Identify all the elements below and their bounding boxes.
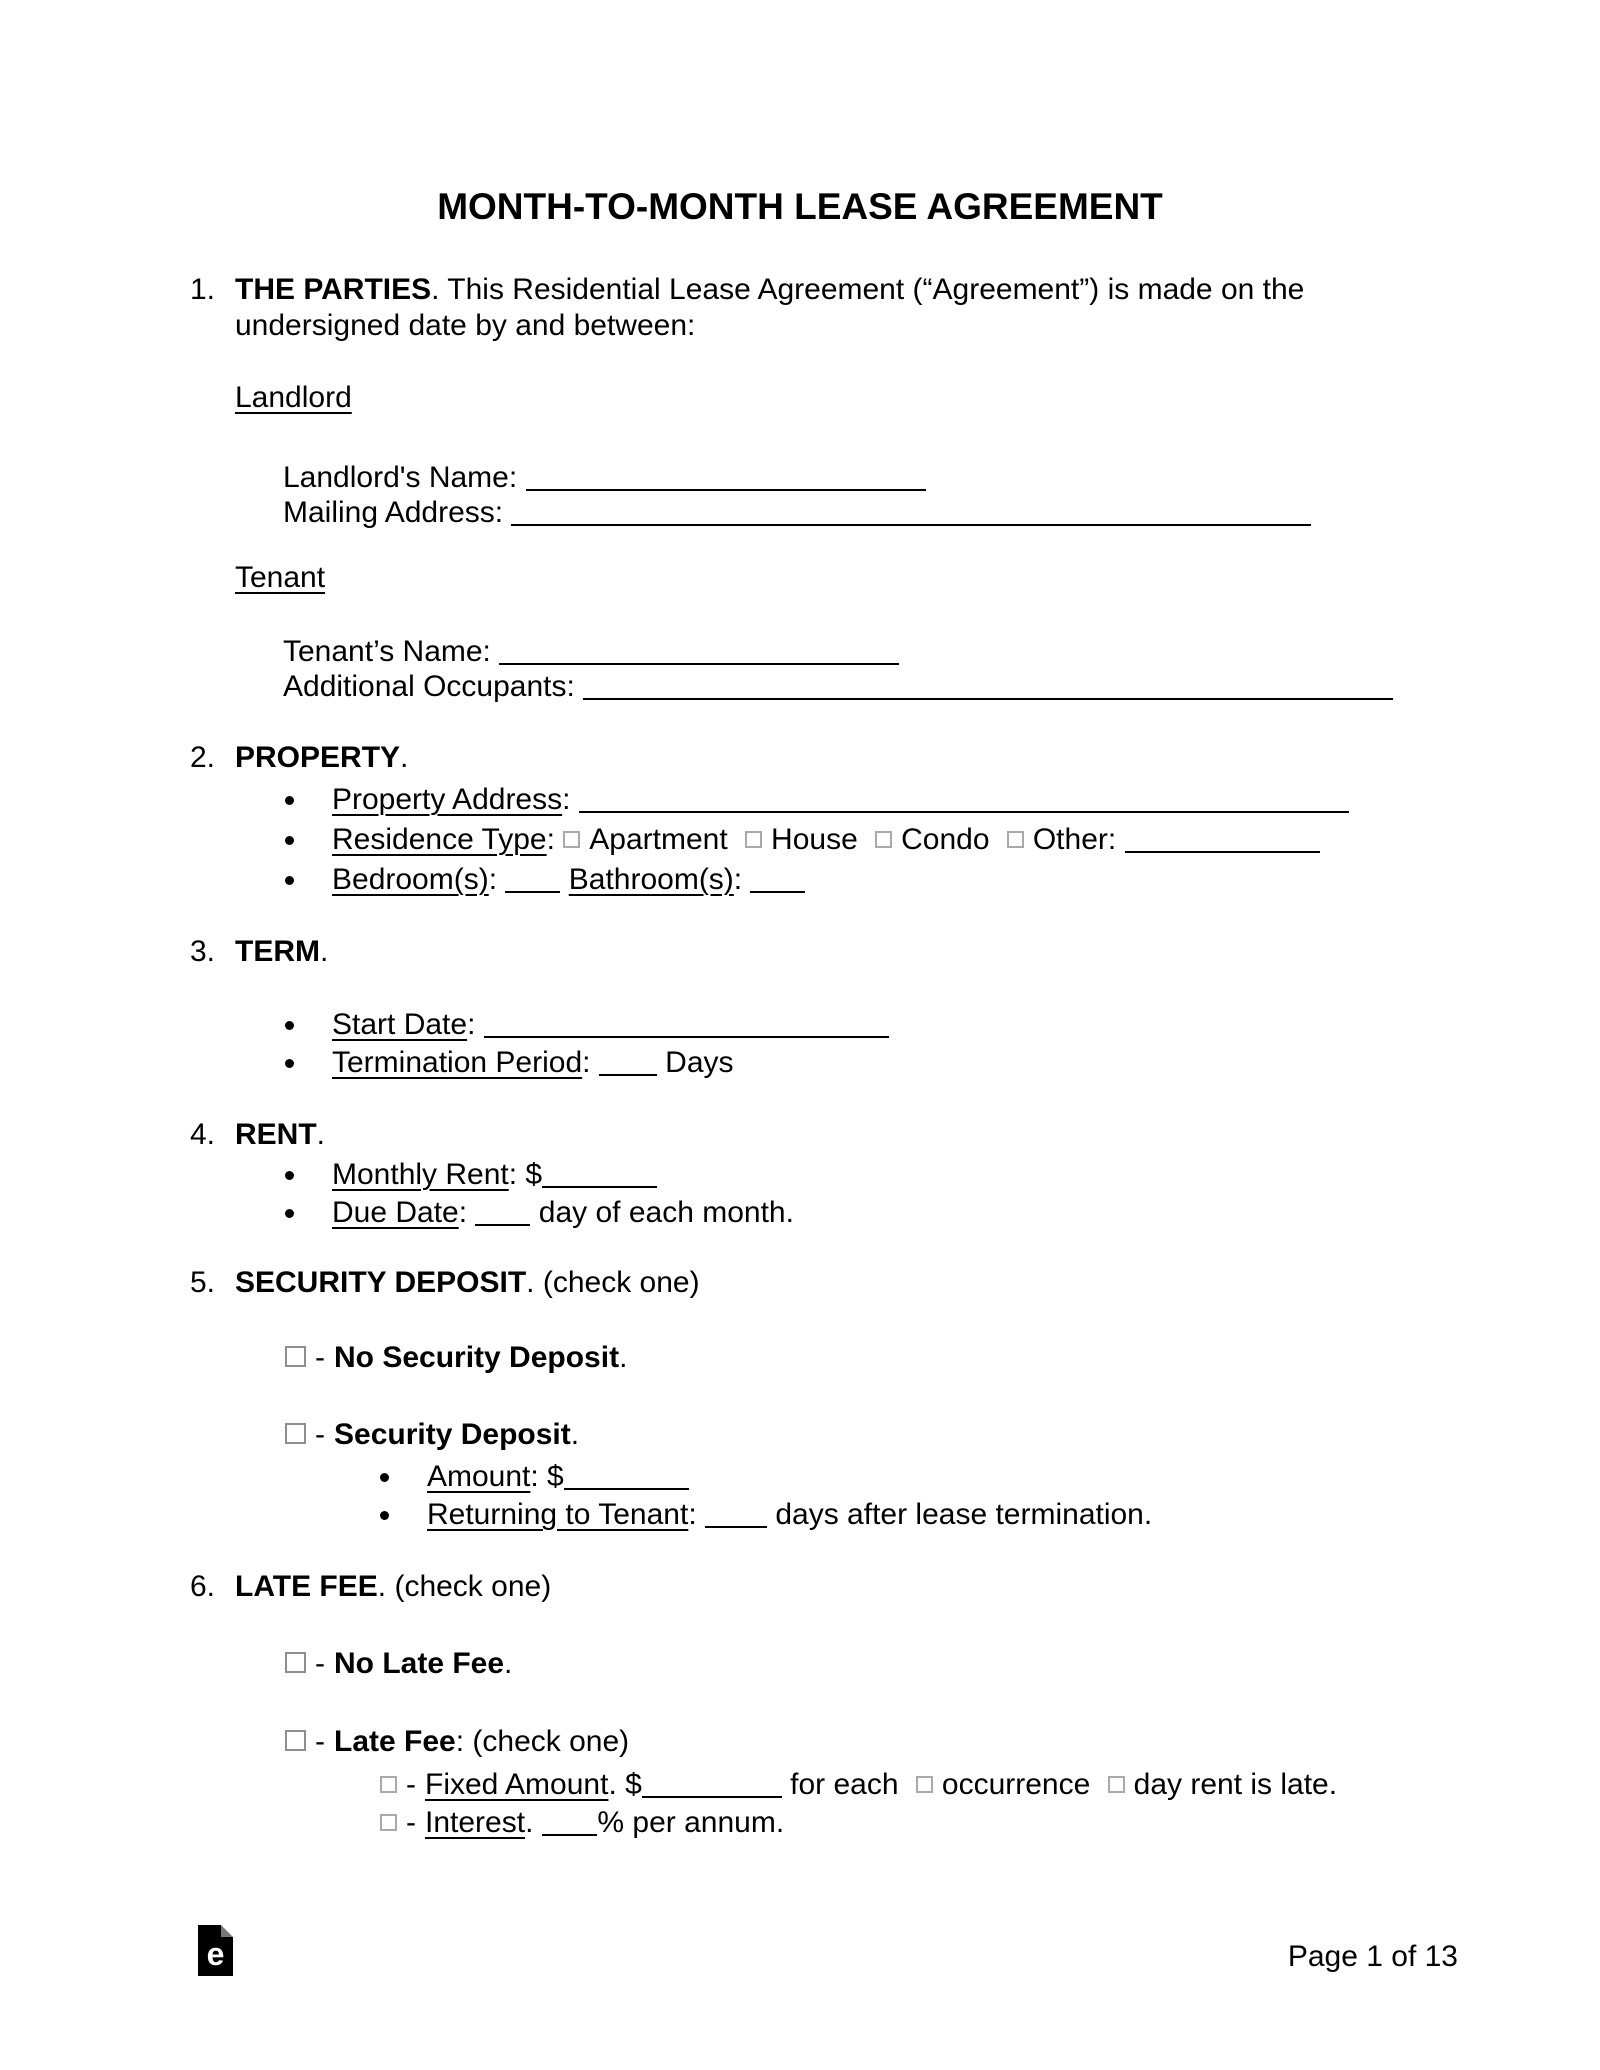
interest-row (380, 1805, 784, 1841)
landlord-name-label: Landlord's Name: (283, 461, 518, 494)
section-rent-header (190, 1117, 326, 1153)
returning-to-tenant-row (380, 1497, 1152, 1533)
section-security-deposit-header (190, 1265, 700, 1301)
section-late-fee-number: 6. (190, 1570, 216, 1603)
section-security-deposit-heading: SECURITY DEPOSIT (235, 1266, 527, 1299)
late-fee-checkbox[interactable] (285, 1730, 306, 1751)
bullet-icon (285, 1171, 294, 1180)
section-parties (190, 272, 1420, 344)
section-parties-text-line2: undersigned date by and between: (235, 309, 696, 342)
due-date-row (285, 1195, 794, 1231)
deposit-amount-label: Amount (427, 1460, 531, 1493)
dash: - (406, 1768, 416, 1801)
no-late-fee-period: . (504, 1647, 513, 1680)
due-date-label: Due Date (332, 1196, 459, 1229)
fixed-amount-checkbox[interactable] (380, 1776, 397, 1793)
document-title: MONTH-TO-MONTH LEASE AGREEMENT (437, 186, 1163, 227)
bathrooms-blank[interactable] (750, 890, 805, 893)
monthly-rent-blank[interactable] (542, 1185, 657, 1188)
eforms-logo-letter: e (206, 1936, 225, 1972)
property-address-row (285, 782, 1349, 818)
section-parties-heading: THE PARTIES (235, 273, 432, 306)
no-security-deposit-label: No Security Deposit (334, 1341, 620, 1374)
no-late-fee-label: No Late Fee (334, 1647, 505, 1680)
bathrooms-label: Bathroom(s) (568, 863, 734, 896)
additional-occupants-label: Additional Occupants: (283, 670, 575, 703)
fixed-amount-label: Fixed Amount (425, 1768, 609, 1801)
start-date-colon: : (467, 1008, 476, 1041)
bullet-icon (285, 796, 294, 805)
termination-period-row (285, 1045, 734, 1081)
fixed-amount-dollar: . $ (608, 1768, 642, 1801)
bullet-icon (380, 1473, 389, 1482)
section-parties-text-line1: . This Residential Lease Agreement (“Agreement”) is made on the (431, 273, 1305, 306)
bedrooms-colon: : (488, 863, 498, 896)
property-address-colon: : (562, 783, 571, 816)
occurrence-label: occurrence (941, 1768, 1091, 1801)
fixed-amount-row (380, 1767, 1337, 1803)
interest-label: Interest (425, 1806, 526, 1839)
bullet-icon (285, 1209, 294, 1218)
section-property-heading-period: . (400, 741, 409, 774)
residence-apartment-checkbox[interactable] (563, 831, 580, 848)
residence-other-blank[interactable] (1125, 850, 1320, 853)
section-property-heading: PROPERTY (235, 741, 401, 774)
bedrooms-label: Bedroom(s) (332, 863, 489, 896)
no-late-fee-row (285, 1646, 512, 1682)
page-fold-icon (221, 1925, 233, 1937)
mailing-address-blank[interactable] (511, 523, 1311, 526)
returning-to-tenant-suffix: days after lease termination. (775, 1498, 1153, 1531)
due-date-colon: : (458, 1196, 468, 1229)
late-fee-rest: : (check one) (455, 1725, 630, 1758)
section-property-header (190, 740, 409, 776)
deposit-amount-dollar: : $ (530, 1460, 564, 1493)
residence-other-label: Other: (1032, 823, 1117, 856)
monthly-rent-label: Monthly Rent (332, 1158, 509, 1191)
day-rent-late-label: day rent is late. (1133, 1768, 1338, 1801)
residence-type-label: Residence Type (332, 823, 547, 856)
landlord-heading: Landlord (235, 381, 352, 414)
bullet-icon (285, 1021, 294, 1030)
residence-condo-label: Condo (901, 823, 990, 856)
residence-condo-checkbox[interactable] (875, 831, 892, 848)
section-property-number: 2. (190, 741, 216, 774)
start-date-blank[interactable] (484, 1035, 889, 1038)
day-rent-late-checkbox[interactable] (1108, 1776, 1125, 1793)
tenant-name-row (283, 634, 899, 670)
bedrooms-blank[interactable] (505, 890, 560, 893)
bedrooms-bathrooms-row (285, 862, 805, 898)
security-deposit-row (285, 1417, 579, 1453)
bathrooms-colon: : (733, 863, 743, 896)
landlord-heading-row (235, 380, 352, 416)
fixed-amount-blank[interactable] (642, 1795, 782, 1798)
no-security-deposit-checkbox[interactable] (285, 1346, 306, 1367)
no-late-fee-checkbox[interactable] (285, 1652, 306, 1673)
section-late-fee-heading-rest: . (check one) (377, 1570, 552, 1603)
interest-checkbox[interactable] (380, 1814, 397, 1831)
no-security-deposit-period: . (619, 1341, 628, 1374)
section-late-fee-header (190, 1569, 552, 1605)
section-late-fee-heading: LATE FEE (235, 1570, 378, 1603)
late-fee-row (285, 1724, 629, 1760)
termination-period-suffix: Days (665, 1046, 734, 1079)
start-date-label: Start Date (332, 1008, 468, 1041)
residence-type-colon: : (546, 823, 555, 856)
bullet-icon (380, 1511, 389, 1520)
bullet-icon (285, 1059, 294, 1068)
returning-to-tenant-blank[interactable] (705, 1525, 767, 1528)
interest-blank[interactable] (542, 1833, 597, 1836)
no-security-deposit-row (285, 1340, 627, 1376)
mailing-address-row (283, 495, 1311, 531)
landlord-name-blank[interactable] (526, 488, 926, 491)
tenant-heading-row (235, 560, 325, 596)
section-parties-number: 1. (190, 273, 216, 306)
residence-type-row (285, 822, 1320, 858)
bullet-icon (285, 836, 294, 845)
section-term-heading-period: . (320, 935, 329, 968)
additional-occupants-row (283, 669, 1393, 705)
returning-to-tenant-colon: : (688, 1498, 697, 1531)
termination-period-colon: : (582, 1046, 591, 1079)
page-number: Page 1 of 13 (1287, 1940, 1458, 1973)
section-rent-heading: RENT (235, 1118, 317, 1151)
occurrence-checkbox[interactable] (916, 1776, 933, 1793)
tenant-name-blank[interactable] (499, 662, 899, 665)
deposit-amount-blank[interactable] (564, 1487, 689, 1490)
section-term-header (190, 934, 329, 970)
dash: - (315, 1725, 325, 1758)
termination-period-label: Termination Period (332, 1046, 583, 1079)
bullet-icon (285, 876, 294, 885)
monthly-rent-row (285, 1157, 657, 1193)
due-date-suffix: day of each month. (538, 1196, 794, 1229)
residence-house-checkbox[interactable] (745, 831, 762, 848)
mailing-address-label: Mailing Address: (283, 496, 504, 529)
deposit-amount-row (380, 1459, 689, 1495)
start-date-row (285, 1007, 889, 1043)
security-deposit-checkbox[interactable] (285, 1423, 306, 1444)
interest-period: . (525, 1806, 534, 1839)
section-term-number: 3. (190, 935, 216, 968)
fixed-amount-mid: for each (790, 1768, 899, 1801)
dash: - (315, 1647, 325, 1680)
due-date-blank[interactable] (475, 1223, 530, 1226)
property-address-blank[interactable] (579, 810, 1349, 813)
dash: - (315, 1418, 325, 1451)
residence-apartment-label: Apartment (589, 823, 728, 856)
security-deposit-period: . (570, 1418, 580, 1451)
landlord-name-row (283, 460, 926, 496)
section-security-deposit-number: 5. (190, 1266, 216, 1299)
property-address-label: Property Address (332, 783, 563, 816)
section-rent-heading-period: . (316, 1118, 326, 1151)
section-term-heading: TERM (235, 935, 320, 968)
interest-suffix: % per annum. (597, 1806, 785, 1839)
termination-period-blank[interactable] (599, 1073, 657, 1076)
dash: - (315, 1341, 325, 1374)
security-deposit-label: Security Deposit (334, 1418, 571, 1451)
returning-to-tenant-label: Returning to Tenant (427, 1498, 689, 1531)
residence-house-label: House (771, 823, 858, 856)
section-security-deposit-heading-rest: . (check one) (526, 1266, 700, 1299)
dash: - (406, 1806, 416, 1839)
tenant-heading: Tenant (235, 561, 326, 594)
additional-occupants-blank[interactable] (583, 697, 1393, 700)
eforms-logo-icon (198, 1925, 233, 1976)
monthly-rent-dollar: : $ (508, 1158, 543, 1191)
tenant-name-label: Tenant’s Name: (283, 635, 491, 668)
residence-other-checkbox[interactable] (1007, 831, 1024, 848)
section-rent-number: 4. (190, 1118, 216, 1151)
late-fee-label: Late Fee (334, 1725, 456, 1758)
